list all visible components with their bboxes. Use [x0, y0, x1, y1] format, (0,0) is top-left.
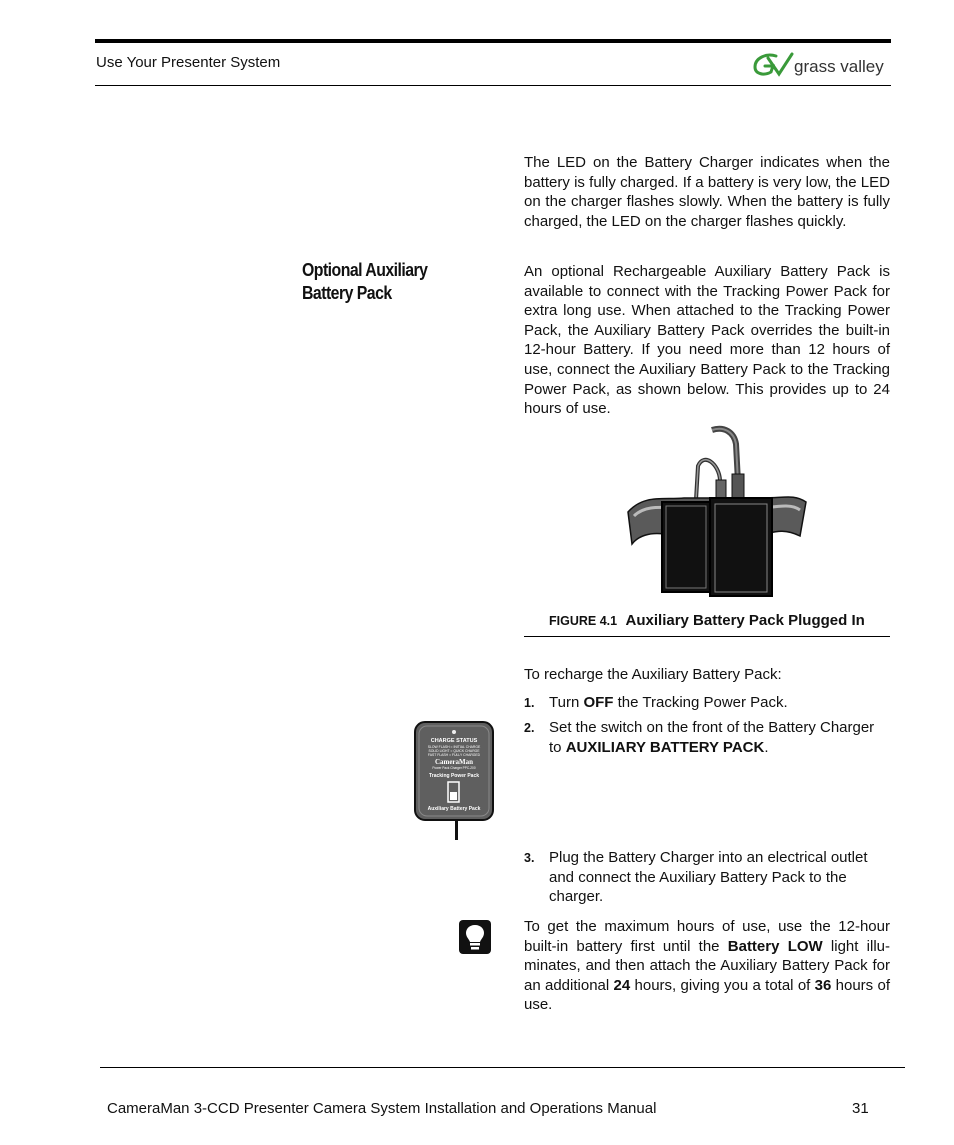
- section-heading-line1: Optional Auxiliary: [302, 260, 428, 280]
- step-item: [524, 718, 890, 757]
- footer-title: CameraMan 3-CCD Presenter Camera System Installation and Operations Manual: [107, 1100, 657, 1117]
- section-heading: [302, 259, 427, 305]
- running-header-title: Use Your Presenter System: [96, 54, 281, 71]
- header-bottom-rule: [95, 85, 891, 86]
- svg-text:CHARGE STATUS: CHARGE STATUS: [430, 738, 478, 744]
- page-number: 31: [852, 1100, 869, 1117]
- battery-pack-illustration: [624, 424, 808, 598]
- aux-battery-paragraph: An optional Rechargeable Auxiliary Battery Pack is available to connect with the Tracking Power Pack for extra long use. When attached to the Tracking Power Pack, the Auxiliary Battery Pack overrides the built-in 12-hour Battery. If you need more than 12 hours of use, connect the Auxiliary Battery Pack to the Tracking Power Pack, as shown below. This provides up to 24 hours of use.: [524, 263, 890, 418]
- tip-paragraph: To get the maximum hours of use, use the 12-hour built-in battery first until the Battery LOW light illu-minates, and then attach the Auxiliary Battery Pack for an additional 24 hours, giving you a total of 36 hours of use.: [524, 918, 891, 1014]
- svg-text:Power Pack Charger PPC-200: Power Pack Charger PPC-200: [432, 766, 476, 770]
- figure-label: FIGURE 4.1: [549, 614, 618, 628]
- svg-text:SOLID LIGHT = QUICK CHARGE: SOLID LIGHT = QUICK CHARGE: [428, 749, 480, 753]
- caption-rule: [524, 636, 890, 637]
- recharge-intro: To recharge the Auxiliary Battery Pack:: [524, 666, 782, 683]
- step-item: [524, 848, 890, 907]
- step-item: [524, 693, 890, 713]
- grass-valley-logo-icon: [752, 52, 887, 78]
- step-text: Plug the Battery Charger into an electrical outlet and connect the Auxiliary Battery Pack to the charger.: [549, 849, 868, 906]
- step-number: 3.: [524, 851, 535, 865]
- step-number: 2.: [524, 721, 535, 735]
- figure-caption: [524, 612, 890, 630]
- step-number: 1.: [524, 696, 535, 710]
- led-paragraph: The LED on the Battery Charger indicates when the battery is fully charged. If a battery is very low, the LED on the charger flashes slowly. When the battery is fully charged, the LED on the charger flashes quickly.: [524, 154, 890, 230]
- step-text: Turn OFF the Tracking Power Pack.: [549, 694, 788, 711]
- section-heading-line2: Battery Pack: [302, 283, 392, 303]
- header-top-rule: [95, 39, 891, 43]
- logo-text: grass valley: [794, 57, 884, 76]
- svg-text:Tracking Power Pack: Tracking Power Pack: [428, 773, 480, 779]
- svg-text:FAST FLASH = FULLY CHARGED: FAST FLASH = FULLY CHARGED: [427, 753, 481, 757]
- battery-charger-illustration: [414, 720, 494, 840]
- figure-title: Auxiliary Battery Pack Plugged In: [625, 612, 865, 629]
- svg-text:Auxiliary Battery Pack: Auxiliary Battery Pack: [427, 806, 481, 812]
- lightbulb-icon: [459, 920, 491, 954]
- footer-rule: [100, 1067, 905, 1068]
- svg-text:SLOW FLASH = INITIAL CHARGE: SLOW FLASH = INITIAL CHARGE: [427, 745, 481, 749]
- svg-text:CameraMan: CameraMan: [434, 758, 474, 766]
- step-text: Set the switch on the front of the Battery Charger to AUXILIARY BATTERY PACK.: [549, 719, 875, 756]
